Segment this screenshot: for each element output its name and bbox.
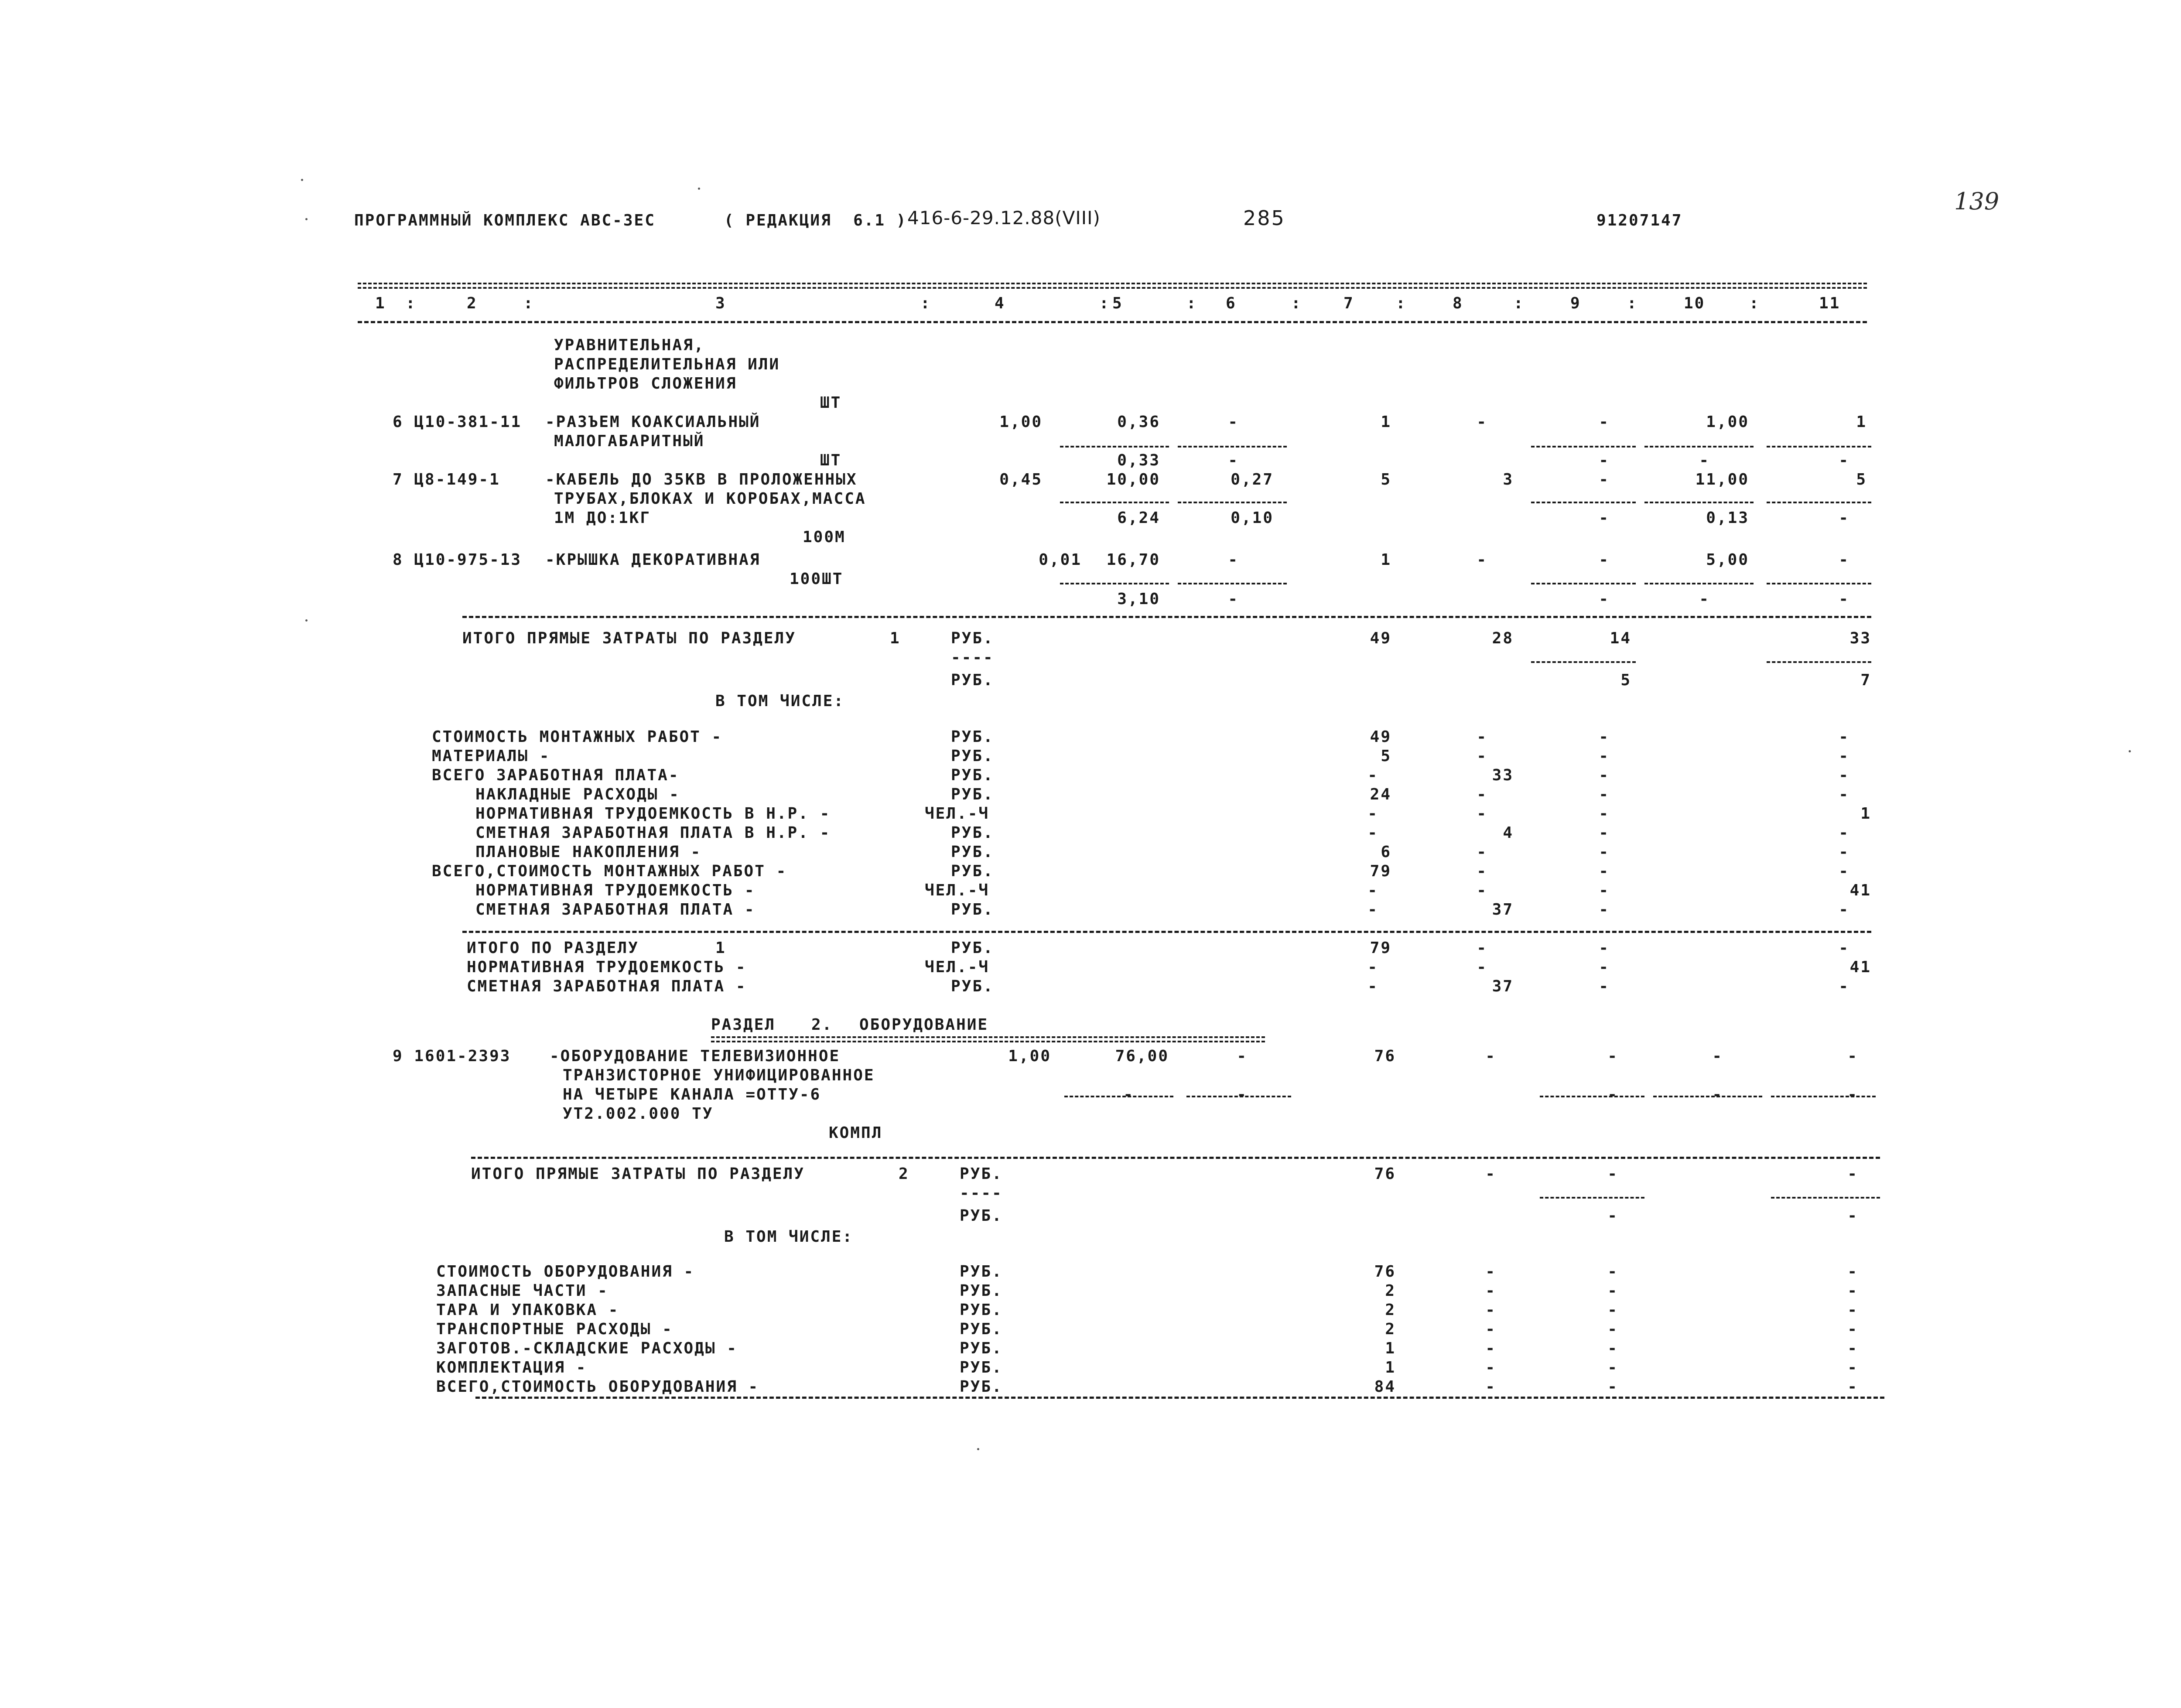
table-cell: 100ШТ: [790, 570, 844, 588]
table-cell: 1М ДО:1КГ: [554, 509, 651, 527]
table-cell: 1: [1385, 1359, 1396, 1377]
table-cell: -: [1847, 1047, 1858, 1065]
table-cell: -: [1599, 862, 1610, 880]
table-cell: 3,10: [1117, 590, 1160, 608]
table-cell: -: [1847, 1263, 1858, 1281]
table-cell: -: [1477, 843, 1487, 861]
table-cell: -: [1607, 1047, 1618, 1065]
table-cell: 41: [1849, 958, 1871, 976]
table-cell: НОРМАТИВНАЯ ТРУДОЕМКОСТЬ В Н.Р. -: [475, 805, 831, 823]
table-cell: 1: [1381, 413, 1391, 431]
table-cell: -: [1237, 1086, 1248, 1103]
table-cell: -: [1599, 786, 1610, 803]
table-cell: ТРАНЗИСТОРНОЕ УНИФИЦИРОВАННОЕ: [563, 1066, 875, 1084]
subrule: [1060, 583, 1169, 584]
column-header-cell: :: [1749, 294, 1760, 312]
column-header-cell: :: [523, 294, 534, 312]
table-cell: -: [1237, 1047, 1248, 1065]
table-cell: -: [1839, 728, 1849, 746]
table-cell: ШТ: [820, 451, 842, 469]
table-cell: РУБ.: [960, 1359, 1003, 1377]
table-cell: 28: [1492, 629, 1514, 647]
table-cell: ЧЕЛ.-Ч: [925, 881, 990, 899]
table-cell: -: [1599, 901, 1610, 919]
table-cell: -: [1839, 590, 1849, 608]
table-cell: УТ2.002.000 ТУ: [563, 1105, 714, 1123]
column-header-cell: 10: [1684, 294, 1706, 312]
scan-speck: [305, 619, 308, 622]
table-cell: -: [1712, 1086, 1723, 1103]
table-cell: ЧЕЛ.-Ч: [925, 958, 990, 976]
table-cell: -: [1228, 413, 1239, 431]
table-cell: -: [1607, 1301, 1618, 1319]
table-cell: -: [1477, 958, 1487, 976]
table-cell: 100М: [803, 528, 846, 546]
table-cell: 0,33: [1117, 451, 1160, 469]
edition-label: ( РЕДАКЦИЯ 6.1 ): [724, 212, 907, 229]
table-cell: РУБ.: [951, 843, 994, 861]
table-cell: ----: [951, 649, 994, 666]
scan-speck: [977, 1448, 979, 1450]
table-cell: -: [1485, 1359, 1496, 1377]
table-cell: 0,13: [1706, 509, 1749, 527]
subrule: [1531, 502, 1636, 503]
table-cell: -: [1485, 1378, 1496, 1396]
table-cell: РУБ.: [960, 1282, 1003, 1300]
subrule: [1540, 1096, 1644, 1097]
subrule: [1653, 1096, 1762, 1097]
table-cell: 1,00: [999, 413, 1043, 431]
table-cell: -: [1599, 451, 1610, 469]
table-cell: ----: [960, 1184, 1003, 1202]
table-cell: -: [1847, 1359, 1858, 1377]
table-cell: 5: [1381, 471, 1391, 488]
table-cell: 5: [1620, 671, 1631, 689]
table-cell: -КАБЕЛЬ ДО 35КВ В ПРОЛОЖЕННЫХ: [545, 471, 858, 488]
table-cell: 3: [1503, 471, 1514, 488]
table-cell: РУБ.: [951, 824, 994, 842]
table-cell: РУБ.: [960, 1263, 1003, 1281]
table-cell: МАТЕРИАЛЫ -: [432, 747, 550, 765]
subrule: [1767, 502, 1871, 503]
section1-summary-rule: [462, 931, 1871, 933]
column-header-cell: :: [920, 294, 931, 312]
table-cell: РУБ.: [951, 671, 994, 689]
table-cell: -: [1839, 862, 1849, 880]
column-header-cell: 9: [1570, 294, 1581, 312]
document-code: 91207147: [1596, 212, 1683, 229]
table-cell: -: [1599, 747, 1610, 765]
table-cell: -: [1367, 958, 1378, 976]
table-cell: -: [1599, 551, 1610, 569]
table-cell: -: [1839, 939, 1849, 957]
table-cell: -РАЗЪЕМ КОАКСИАЛЬНЫЙ: [545, 413, 761, 431]
column-header-cell: :: [1627, 294, 1638, 312]
table-cell: -: [1599, 509, 1610, 527]
table-cell: -: [1847, 1282, 1858, 1300]
subrule: [1531, 446, 1636, 447]
column-header-cell: 7: [1343, 294, 1354, 312]
table-cell: ОБОРУДОВАНИЕ: [859, 1016, 989, 1034]
table-cell: 1,00: [1706, 413, 1749, 431]
table-cell: 76,00: [1115, 1047, 1169, 1065]
table-cell: -: [1367, 805, 1378, 823]
subrule: [1771, 1096, 1876, 1097]
column-header-cell: 2: [467, 294, 478, 312]
table-cell: 7 Ц8-149-1: [393, 471, 500, 488]
table-cell: РУБ.: [951, 939, 994, 957]
table-cell: -: [1699, 590, 1710, 608]
table-cell: -: [1599, 977, 1610, 995]
table-cell: -: [1367, 824, 1378, 842]
column-header-cell: 11: [1819, 294, 1841, 312]
table-cell: РУБ.: [951, 977, 994, 995]
table-cell: 49: [1370, 629, 1391, 647]
table-cell: -: [1485, 1047, 1496, 1065]
table-cell: -: [1839, 977, 1849, 995]
table-cell: В ТОМ ЧИСЛЕ:: [724, 1228, 854, 1246]
subrule: [1060, 502, 1169, 503]
table-cell: -: [1847, 1320, 1858, 1338]
subrule: [1064, 1096, 1173, 1097]
table-cell: 76: [1374, 1263, 1396, 1281]
table-cell: -: [1477, 805, 1487, 823]
table-cell: -: [1607, 1282, 1618, 1300]
subrule: [1644, 502, 1754, 503]
table-cell: -: [1839, 766, 1849, 784]
table-cell: 4: [1503, 824, 1514, 842]
section2-heading-underline: [711, 1036, 1265, 1038]
table-cell: -: [1607, 1378, 1618, 1396]
table-cell: ЗАГОТОВ.-СКЛАДСКИЕ РАСХОДЫ -: [436, 1339, 738, 1357]
column-header-cell: 5: [1112, 294, 1123, 312]
table-cell: -: [1485, 1263, 1496, 1281]
table-cell: -: [1699, 451, 1710, 469]
table-cell: РУБ.: [960, 1320, 1003, 1338]
table-cell: РУБ.: [951, 766, 994, 784]
table-cell: ТРУБАХ,БЛОКАХ И КОРОБАХ,МАССА: [554, 490, 866, 508]
column-header-cell: :: [1186, 294, 1197, 312]
table-cell: -: [1599, 413, 1610, 431]
table-cell: 49: [1370, 728, 1391, 746]
table-cell: 76: [1374, 1047, 1396, 1065]
table-cell: 5,00: [1706, 551, 1749, 569]
table-cell: -: [1477, 413, 1487, 431]
table-cell: 6 Ц10-381-11: [393, 413, 522, 431]
table-cell: -: [1847, 1165, 1858, 1183]
subrule: [1540, 1197, 1644, 1199]
scan-speck: [301, 179, 303, 181]
table-cell: СТОИМОСТЬ ОБОРУДОВАНИЯ -: [436, 1263, 695, 1281]
table-cell: -: [1839, 747, 1849, 765]
table-cell: 79: [1370, 862, 1391, 880]
table-cell: 7: [1860, 671, 1871, 689]
table-cell: РУБ.: [960, 1339, 1003, 1357]
table-cell: -: [1607, 1320, 1618, 1338]
table-cell: 2: [1385, 1282, 1396, 1300]
table-cell: НОРМАТИВНАЯ ТРУДОЕМКОСТЬ -: [475, 881, 755, 899]
table-cell: 33: [1492, 766, 1514, 784]
table-cell: -: [1485, 1301, 1496, 1319]
table-cell: 37: [1492, 901, 1514, 919]
header-top-rule: [358, 283, 1867, 284]
table-cell: 5: [1381, 747, 1391, 765]
table-cell: КОМПЛ: [829, 1124, 883, 1142]
table-cell: СМЕТНАЯ ЗАРАБОТНАЯ ПЛАТА В Н.Р. -: [475, 824, 831, 842]
table-cell: -: [1228, 451, 1239, 469]
table-cell: 76: [1374, 1165, 1396, 1183]
table-cell: -: [1485, 1320, 1496, 1338]
page-bottom-rule: [475, 1397, 1884, 1399]
table-cell: МАЛОГАБАРИТНЫЙ: [554, 432, 705, 450]
column-header-cell: 6: [1226, 294, 1237, 312]
scan-speck: [2129, 750, 2131, 752]
table-cell: ИТОГО ПРЯМЫЕ ЗАТРАТЫ ПО РАЗДЕЛУ: [462, 629, 796, 647]
table-cell: -: [1367, 766, 1378, 784]
subrule: [1767, 661, 1871, 663]
table-cell: ШТ: [820, 394, 842, 412]
table-cell: РУБ.: [951, 862, 994, 880]
table-cell: -: [1477, 786, 1487, 803]
table-cell: СМЕТНАЯ ЗАРАБОТНАЯ ПЛАТА -: [467, 977, 747, 995]
table-cell: -: [1839, 786, 1849, 803]
column-header-cell: :: [1514, 294, 1525, 312]
table-cell: РУБ.: [951, 728, 994, 746]
table-cell: -: [1123, 1086, 1134, 1103]
table-cell: 2: [1385, 1301, 1396, 1319]
section1-total-rule: [462, 616, 1871, 618]
subrule: [1644, 446, 1754, 447]
table-cell: РАСПРЕДЕЛИТЕЛЬНАЯ ИЛИ: [554, 355, 780, 373]
table-cell: -: [1477, 551, 1487, 569]
table-cell: РАЗДЕЛ: [711, 1016, 776, 1034]
column-header-cell: :: [1291, 294, 1302, 312]
handwritten-page-number: 139: [1954, 188, 2000, 215]
table-cell: СТОИМОСТЬ МОНТАЖНЫХ РАБОТ -: [432, 728, 723, 746]
section2-total-rule: [471, 1157, 1880, 1159]
table-cell: -: [1607, 1165, 1618, 1183]
table-cell: 10,00: [1106, 471, 1160, 488]
table-cell: РУБ.: [951, 747, 994, 765]
table-cell: -ОБОРУДОВАНИЕ ТЕЛЕВИЗИОННОЕ: [550, 1047, 841, 1065]
table-cell: -: [1485, 1339, 1496, 1357]
subrule: [1644, 583, 1754, 584]
table-cell: -: [1599, 590, 1610, 608]
table-cell: 5: [1856, 471, 1867, 488]
column-header-cell: 4: [995, 294, 1005, 312]
table-cell: ФИЛЬТРОВ СЛОЖЕНИЯ: [554, 375, 737, 393]
table-cell: РУБ.: [951, 786, 994, 803]
subrule: [1178, 583, 1287, 584]
subrule: [1531, 661, 1636, 663]
table-cell: 16,70: [1106, 551, 1160, 569]
header-bottom-rule: [358, 321, 1867, 323]
table-cell: -: [1599, 728, 1610, 746]
table-cell: ВСЕГО,СТОИМОСТЬ МОНТАЖНЫХ РАБОТ -: [432, 862, 787, 880]
table-cell: НА ЧЕТЫРЕ КАНАЛА =ОТТУ-6: [563, 1086, 821, 1103]
subrule: [1060, 446, 1169, 447]
subrule: [1186, 1096, 1291, 1097]
table-cell: 1: [1856, 413, 1867, 431]
subrule: [1178, 446, 1287, 447]
subrule: [1531, 583, 1636, 584]
table-cell: -: [1599, 766, 1610, 784]
table-cell: 11,00: [1695, 471, 1749, 488]
column-header-cell: 8: [1453, 294, 1463, 312]
table-cell: -: [1839, 551, 1849, 569]
table-cell: -: [1485, 1165, 1496, 1183]
table-cell: ЧЕЛ.-Ч: [925, 805, 990, 823]
table-cell: -: [1839, 901, 1849, 919]
table-cell: НОРМАТИВНАЯ ТРУДОЕМКОСТЬ -: [467, 958, 747, 976]
table-cell: 1: [715, 939, 726, 957]
table-cell: ВСЕГО ЗАРАБОТНАЯ ПЛАТА-: [432, 766, 680, 784]
table-cell: 1,00: [1008, 1047, 1051, 1065]
table-cell: 1: [1860, 805, 1871, 823]
table-cell: -: [1228, 590, 1239, 608]
table-cell: -: [1839, 824, 1849, 842]
table-cell: РУБ.: [951, 629, 994, 647]
column-header-cell: :: [1396, 294, 1407, 312]
table-cell: -: [1367, 881, 1378, 899]
table-cell: 1: [1385, 1339, 1396, 1357]
table-cell: РУБ.: [960, 1301, 1003, 1319]
table-cell: КОМПЛЕКТАЦИЯ -: [436, 1359, 587, 1377]
table-cell: 0,45: [999, 471, 1043, 488]
column-header-cell: :: [1099, 294, 1110, 312]
table-cell: -: [1599, 805, 1610, 823]
column-header-cell: 3: [715, 294, 726, 312]
table-cell: РУБ.: [960, 1378, 1003, 1396]
table-cell: ВСЕГО,СТОИМОСТЬ ОБОРУДОВАНИЯ -: [436, 1378, 759, 1396]
table-cell: 33: [1849, 629, 1871, 647]
table-cell: ИТОГО ПРЯМЫЕ ЗАТРАТЫ ПО РАЗДЕЛУ: [471, 1165, 805, 1183]
table-cell: ТРАНСПОРТНЫЕ РАСХОДЫ -: [436, 1320, 673, 1338]
table-cell: -: [1599, 843, 1610, 861]
table-cell: -: [1367, 977, 1378, 995]
table-cell: 37: [1492, 977, 1514, 995]
table-cell: -: [1477, 728, 1487, 746]
column-header-cell: 1: [375, 294, 386, 312]
scan-speck: [698, 188, 700, 190]
table-cell: -: [1607, 1086, 1618, 1103]
table-cell: -: [1839, 843, 1849, 861]
program-title: ПРОГРАММНЫЙ КОМПЛЕКС АВС-3ЕС: [354, 212, 656, 229]
table-cell: -: [1607, 1207, 1618, 1225]
table-cell: -: [1599, 824, 1610, 842]
table-cell: -: [1599, 939, 1610, 957]
table-cell: 2: [1385, 1320, 1396, 1338]
table-cell: ТАРА И УПАКОВКА -: [436, 1301, 619, 1319]
table-cell: -: [1228, 551, 1239, 569]
table-cell: -: [1847, 1207, 1858, 1225]
table-cell: -: [1607, 1263, 1618, 1281]
table-cell: РУБ.: [960, 1165, 1003, 1183]
table-cell: 6: [1381, 843, 1391, 861]
column-header-cell: :: [406, 294, 417, 312]
table-cell: -: [1599, 958, 1610, 976]
table-cell: -: [1847, 1301, 1858, 1319]
page-number: 285: [1243, 206, 1285, 230]
table-cell: 14: [1610, 629, 1631, 647]
table-cell: 9 1601-2393: [393, 1047, 511, 1065]
subrule: [1767, 583, 1871, 584]
doc-code: 416-6-29.12.88(VIII): [907, 207, 1101, 229]
table-cell: РУБ.: [951, 901, 994, 919]
table-cell: 79: [1370, 939, 1391, 957]
table-cell: -: [1847, 1339, 1858, 1357]
table-cell: 2: [899, 1165, 909, 1183]
table-cell: 41: [1849, 881, 1871, 899]
table-cell: ЗАПАСНЫЕ ЧАСТИ -: [436, 1282, 608, 1300]
table-cell: -: [1847, 1086, 1858, 1103]
table-cell: 6,24: [1117, 509, 1160, 527]
table-cell: -: [1847, 1378, 1858, 1396]
table-cell: -: [1599, 881, 1610, 899]
table-cell: 0,27: [1231, 471, 1274, 488]
table-cell: 0,10: [1231, 509, 1274, 527]
table-cell: ПЛАНОВЫЕ НАКОПЛЕНИЯ -: [475, 843, 702, 861]
table-cell: 2.: [811, 1016, 833, 1034]
table-cell: 0,01: [1039, 551, 1082, 569]
table-cell: -: [1477, 939, 1487, 957]
subrule: [1767, 446, 1871, 447]
table-cell: -: [1477, 862, 1487, 880]
table-cell: В ТОМ ЧИСЛЕ:: [715, 692, 845, 710]
table-cell: -: [1599, 471, 1610, 488]
table-cell: -: [1477, 747, 1487, 765]
table-cell: -: [1367, 901, 1378, 919]
table-cell: -: [1485, 1282, 1496, 1300]
table-cell: НАКЛАДНЫЕ РАСХОДЫ -: [475, 786, 680, 803]
table-cell: СМЕТНАЯ ЗАРАБОТНАЯ ПЛАТА -: [475, 901, 755, 919]
table-cell: 84: [1374, 1378, 1396, 1396]
scan-speck: [305, 218, 308, 220]
table-cell: -: [1607, 1339, 1618, 1357]
table-cell: -: [1839, 451, 1849, 469]
table-cell: -КРЫШКА ДЕКОРАТИВНАЯ: [545, 551, 761, 569]
subrule: [1178, 502, 1287, 503]
table-cell: ИТОГО ПО РАЗДЕЛУ: [467, 939, 639, 957]
table-cell: 1: [890, 629, 901, 647]
table-cell: РУБ.: [960, 1207, 1003, 1225]
table-cell: 0,36: [1117, 413, 1160, 431]
table-cell: -: [1607, 1359, 1618, 1377]
table-cell: -: [1839, 509, 1849, 527]
table-cell: УРАВНИТЕЛЬНАЯ,: [554, 336, 705, 354]
table-cell: 1: [1381, 551, 1391, 569]
table-cell: -: [1712, 1047, 1723, 1065]
table-cell: 8 Ц10-975-13: [393, 551, 522, 569]
table-cell: -: [1477, 881, 1487, 899]
subrule: [1771, 1197, 1880, 1199]
table-cell: 24: [1370, 786, 1391, 803]
